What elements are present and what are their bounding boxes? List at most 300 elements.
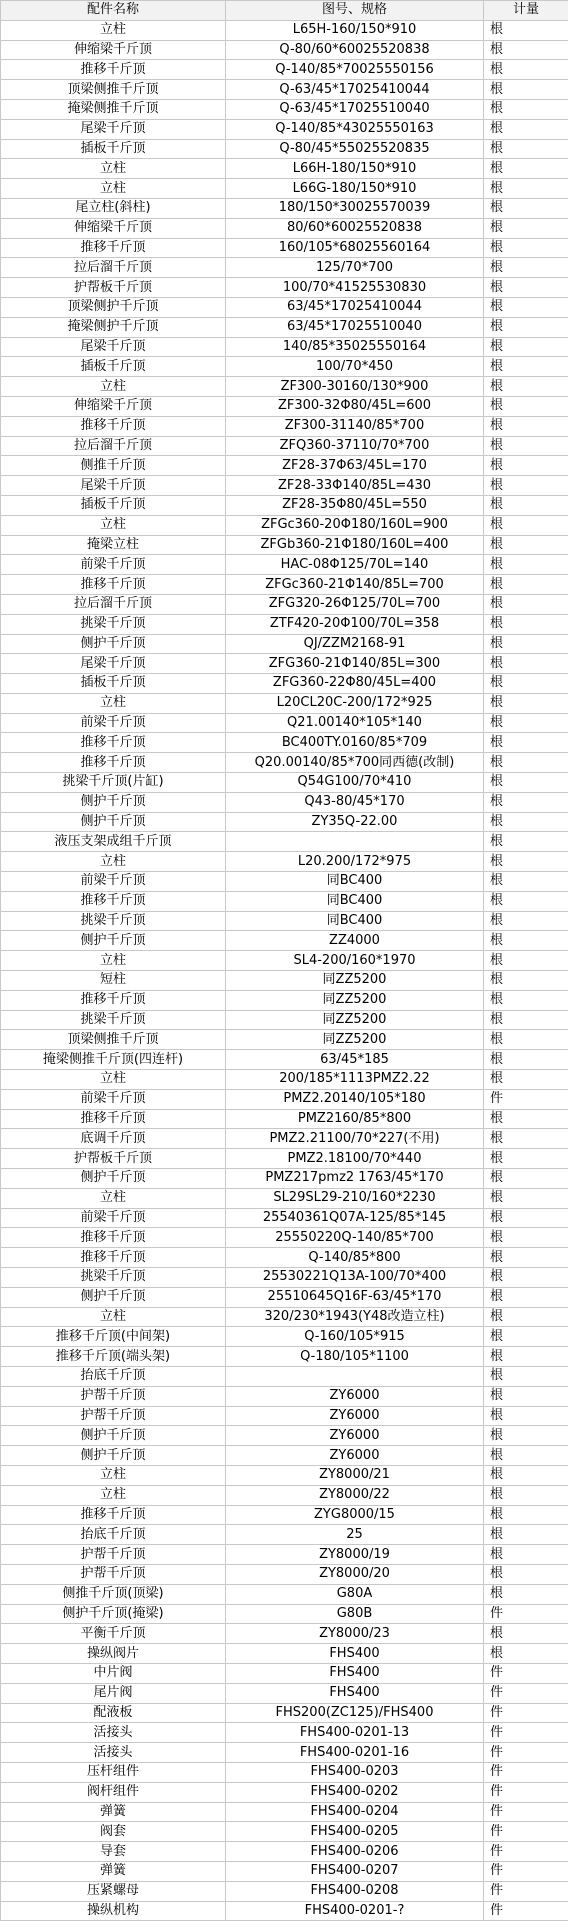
- cell-part-name: 压杆组件: [1, 1762, 226, 1782]
- cell-part-name: 尾立柱(斜柱): [1, 198, 226, 218]
- table-row: [1, 1406, 568, 1426]
- table-row: [1, 1485, 568, 1505]
- table-row: [1, 1327, 568, 1347]
- header-row: [1, 1, 568, 21]
- cell-unit: 根: [484, 872, 568, 892]
- cell-unit: 件: [484, 1822, 568, 1842]
- table-row: [1, 990, 568, 1010]
- cell-spec: ZFGb360-21Φ180/160L=400: [226, 535, 484, 555]
- cell-spec: ZZ4000: [226, 931, 484, 951]
- cell-unit: 根: [484, 852, 568, 872]
- cell-part-name: 推移千斤顶: [1, 990, 226, 1010]
- table-row: [1, 1822, 568, 1842]
- table-row: [1, 337, 568, 357]
- cell-part-name: 前梁千斤顶: [1, 872, 226, 892]
- cell-part-name: 前梁千斤顶: [1, 555, 226, 575]
- table-row: [1, 812, 568, 832]
- cell-spec: 63/45*185: [226, 1050, 484, 1070]
- table-row: [1, 1010, 568, 1030]
- cell-spec: G80A: [226, 1584, 484, 1604]
- cell-part-name: 掩梁侧推千斤顶(四连杆): [1, 1050, 226, 1070]
- cell-part-name: 立柱: [1, 1465, 226, 1485]
- table-row: [1, 911, 568, 931]
- table-row: [1, 535, 568, 555]
- cell-unit: 件: [484, 1604, 568, 1624]
- table-row: [1, 1268, 568, 1288]
- table-row: [1, 1881, 568, 1901]
- cell-unit: 根: [484, 1287, 568, 1307]
- cell-unit: 根: [484, 753, 568, 773]
- table-row: [1, 416, 568, 436]
- cell-part-name: 推移千斤顶: [1, 733, 226, 753]
- cell-unit: 根: [484, 1010, 568, 1030]
- cell-spec: 140/85*35025550164: [226, 337, 484, 357]
- table-row: [1, 1743, 568, 1763]
- table-row: [1, 1762, 568, 1782]
- cell-part-name: 推移千斤顶: [1, 1228, 226, 1248]
- cell-spec: Q43-80/45*170: [226, 792, 484, 812]
- cell-part-name: 推移千斤顶: [1, 891, 226, 911]
- cell-spec: ZY8000/20: [226, 1564, 484, 1584]
- cell-unit: 件: [484, 1743, 568, 1763]
- cell-unit: 根: [484, 674, 568, 694]
- cell-part-name: 操纵机构: [1, 1901, 226, 1921]
- cell-unit: 根: [484, 693, 568, 713]
- table-row: [1, 456, 568, 476]
- cell-part-name: 活接头: [1, 1723, 226, 1743]
- cell-unit: 根: [484, 1188, 568, 1208]
- cell-part-name: 护帮板千斤顶: [1, 1149, 226, 1169]
- cell-spec: ZY6000: [226, 1406, 484, 1426]
- table-row: [1, 1109, 568, 1129]
- cell-part-name: 侧护千斤顶: [1, 1446, 226, 1466]
- cell-spec: 63/45*17025510040: [226, 317, 484, 337]
- table-row: [1, 60, 568, 80]
- table-row: [1, 80, 568, 100]
- cell-spec: ZFQ360-37110/70*700: [226, 436, 484, 456]
- cell-spec: ZF300-32Φ80/45L=600: [226, 396, 484, 416]
- cell-spec: ZTF420-20Φ100/70L=358: [226, 614, 484, 634]
- cell-part-name: 导套: [1, 1842, 226, 1862]
- cell-unit: 根: [484, 713, 568, 733]
- cell-part-name: 推移千斤顶: [1, 575, 226, 595]
- cell-spec: HAC-08Φ125/70L=140: [226, 555, 484, 575]
- cell-spec: ZF300-30160/130*900: [226, 377, 484, 397]
- table-row: [1, 1505, 568, 1525]
- table-row: [1, 575, 568, 595]
- cell-unit: 根: [484, 891, 568, 911]
- cell-spec: 63/45*17025410044: [226, 297, 484, 317]
- cell-unit: 根: [484, 1624, 568, 1644]
- cell-spec: G80B: [226, 1604, 484, 1624]
- cell-spec: 25530221Q13A-100/70*400: [226, 1268, 484, 1288]
- cell-unit: 根: [484, 476, 568, 496]
- cell-unit: 根: [484, 654, 568, 674]
- table-body: [1, 20, 568, 1921]
- cell-spec: ZY8000/22: [226, 1485, 484, 1505]
- cell-unit: 根: [484, 1208, 568, 1228]
- cell-unit: 件: [484, 1663, 568, 1683]
- cell-unit: 根: [484, 456, 568, 476]
- cell-spec: L66H-180/150*910: [226, 159, 484, 179]
- cell-part-name: 顶梁侧推千斤顶: [1, 1030, 226, 1050]
- cell-part-name: 尾梁千斤顶: [1, 654, 226, 674]
- cell-part-name: 立柱: [1, 179, 226, 199]
- cell-spec: FHS400-0201-?: [226, 1901, 484, 1921]
- cell-unit: 根: [484, 1584, 568, 1604]
- cell-part-name: 挑梁千斤顶: [1, 1268, 226, 1288]
- cell-unit: 根: [484, 1465, 568, 1485]
- cell-unit: 根: [484, 179, 568, 199]
- cell-unit: 根: [484, 1545, 568, 1565]
- cell-part-name: 立柱: [1, 852, 226, 872]
- table-row: [1, 1901, 568, 1921]
- cell-part-name: 推移千斤顶: [1, 1109, 226, 1129]
- cell-unit: 根: [484, 575, 568, 595]
- cell-part-name: 侧护千斤顶: [1, 1287, 226, 1307]
- cell-part-name: 挑梁千斤顶: [1, 911, 226, 931]
- cell-unit: 根: [484, 416, 568, 436]
- cell-spec: PMZ217pmz2 1763/45*170: [226, 1169, 484, 1189]
- table-row: [1, 931, 568, 951]
- cell-spec: Q-63/45*17025410044: [226, 80, 484, 100]
- table-row: [1, 1426, 568, 1446]
- cell-part-name: 抬底千斤顶: [1, 1525, 226, 1545]
- table-row: [1, 139, 568, 159]
- cell-unit: 根: [484, 931, 568, 951]
- cell-unit: 根: [484, 139, 568, 159]
- cell-part-name: 顶梁侧推千斤顶: [1, 80, 226, 100]
- table-row: [1, 179, 568, 199]
- cell-unit: 根: [484, 1327, 568, 1347]
- table-row: [1, 693, 568, 713]
- table-row: [1, 40, 568, 60]
- cell-unit: 根: [484, 495, 568, 515]
- cell-unit: 根: [484, 1386, 568, 1406]
- cell-part-name: 中片阀: [1, 1663, 226, 1683]
- cell-unit: 根: [484, 1347, 568, 1367]
- table-row: [1, 218, 568, 238]
- cell-spec: ZF28-35Φ80/45L=550: [226, 495, 484, 515]
- cell-part-name: 抬底千斤顶: [1, 1366, 226, 1386]
- table-row: [1, 1644, 568, 1664]
- cell-spec: Q-140/85*70025550156: [226, 60, 484, 80]
- table-row: [1, 971, 568, 991]
- cell-part-name: 侧护千斤顶: [1, 634, 226, 654]
- table-row: [1, 1564, 568, 1584]
- cell-unit: 根: [484, 990, 568, 1010]
- table-row: [1, 515, 568, 535]
- cell-part-name: 液压支架成组千斤顶: [1, 832, 226, 852]
- table-row: [1, 436, 568, 456]
- table-row: [1, 1287, 568, 1307]
- table-row: [1, 951, 568, 971]
- table-row: [1, 654, 568, 674]
- table-row: [1, 555, 568, 575]
- cell-spec: ZY6000: [226, 1426, 484, 1446]
- cell-part-name: 护帮板千斤顶: [1, 278, 226, 298]
- cell-part-name: 推移千斤顶: [1, 753, 226, 773]
- table-row: [1, 1208, 568, 1228]
- cell-spec: ZF28-33Φ140/85L=430: [226, 476, 484, 496]
- cell-part-name: 挑梁千斤顶: [1, 1010, 226, 1030]
- cell-part-name: 立柱: [1, 693, 226, 713]
- cell-unit: 根: [484, 1307, 568, 1327]
- table-row: [1, 1050, 568, 1070]
- cell-spec: Q21.00140*105*140: [226, 713, 484, 733]
- cell-part-name: 前梁千斤顶: [1, 1089, 226, 1109]
- cell-unit: 根: [484, 812, 568, 832]
- cell-unit: 根: [484, 278, 568, 298]
- cell-spec: L20CL20C-200/172*925: [226, 693, 484, 713]
- cell-spec: L20.200/172*975: [226, 852, 484, 872]
- cell-spec: Q-140/85*800: [226, 1248, 484, 1268]
- table-row: [1, 674, 568, 694]
- cell-part-name: 挑梁千斤顶: [1, 614, 226, 634]
- cell-spec: Q54G100/70*410: [226, 773, 484, 793]
- cell-part-name: 前梁千斤顶: [1, 1208, 226, 1228]
- cell-unit: 根: [484, 951, 568, 971]
- cell-unit: 根: [484, 1109, 568, 1129]
- table-row: [1, 1089, 568, 1109]
- table-row: [1, 733, 568, 753]
- cell-part-name: 立柱: [1, 159, 226, 179]
- cell-part-name: 推移千斤顶: [1, 238, 226, 258]
- cell-part-name: 推移千斤顶: [1, 1248, 226, 1268]
- cell-part-name: 伸缩梁千斤顶: [1, 218, 226, 238]
- cell-unit: 根: [484, 337, 568, 357]
- cell-spec: 同ZZ5200: [226, 971, 484, 991]
- cell-unit: 根: [484, 594, 568, 614]
- header-unit: 计量: [484, 1, 568, 21]
- table-row: [1, 872, 568, 892]
- cell-part-name: 尾梁千斤顶: [1, 119, 226, 139]
- cell-spec: PMZ2160/85*800: [226, 1109, 484, 1129]
- cell-spec: ZFGc360-20Φ180/160L=900: [226, 515, 484, 535]
- cell-spec: Q-140/85*43025550163: [226, 119, 484, 139]
- cell-part-name: 护帮千斤顶: [1, 1386, 226, 1406]
- cell-unit: 根: [484, 317, 568, 337]
- cell-spec: 200/185*1113PMZ2.22: [226, 1070, 484, 1090]
- cell-part-name: 侧护千斤顶: [1, 1169, 226, 1189]
- cell-unit: 根: [484, 1366, 568, 1386]
- table-row: [1, 357, 568, 377]
- cell-part-name: 伸缩梁千斤顶: [1, 396, 226, 416]
- table-row: [1, 1782, 568, 1802]
- table-row: [1, 317, 568, 337]
- table-row: [1, 258, 568, 278]
- cell-part-name: 立柱: [1, 1485, 226, 1505]
- cell-unit: 根: [484, 1505, 568, 1525]
- cell-spec: Q20.00140/85*700同西德(改制): [226, 753, 484, 773]
- cell-part-name: 推移千斤顶(端头架): [1, 1347, 226, 1367]
- table-row: [1, 20, 568, 40]
- cell-spec: ZFG360-21Φ140/85L=300: [226, 654, 484, 674]
- table-row: [1, 99, 568, 119]
- table-row: [1, 594, 568, 614]
- cell-spec: 同ZZ5200: [226, 1030, 484, 1050]
- cell-part-name: 拉后溜千斤顶: [1, 436, 226, 456]
- cell-part-name: 护帮千斤顶: [1, 1406, 226, 1426]
- table-row: [1, 792, 568, 812]
- cell-part-name: 推移千斤顶: [1, 1505, 226, 1525]
- cell-unit: 根: [484, 773, 568, 793]
- cell-part-name: 阀套: [1, 1822, 226, 1842]
- cell-unit: 件: [484, 1723, 568, 1743]
- cell-part-name: 尾梁千斤顶: [1, 337, 226, 357]
- cell-part-name: 弹簧: [1, 1861, 226, 1881]
- table-row: [1, 1683, 568, 1703]
- table-row: [1, 832, 568, 852]
- cell-part-name: 推移千斤顶: [1, 60, 226, 80]
- cell-spec: Q-80/45*55025520835: [226, 139, 484, 159]
- cell-unit: 根: [484, 218, 568, 238]
- cell-part-name: 推移千斤顶: [1, 416, 226, 436]
- cell-unit: 根: [484, 159, 568, 179]
- cell-unit: 根: [484, 792, 568, 812]
- cell-spec: 同ZZ5200: [226, 990, 484, 1010]
- cell-unit: 根: [484, 198, 568, 218]
- cell-spec: ZY6000: [226, 1386, 484, 1406]
- cell-unit: 根: [484, 1030, 568, 1050]
- cell-part-name: 前梁千斤顶: [1, 713, 226, 733]
- cell-spec: ZY6000: [226, 1446, 484, 1466]
- table-row: [1, 1545, 568, 1565]
- cell-part-name: 插板千斤顶: [1, 495, 226, 515]
- cell-part-name: 侧护千斤顶: [1, 931, 226, 951]
- table-row: [1, 476, 568, 496]
- cell-unit: 根: [484, 1564, 568, 1584]
- cell-spec: FHS400-0206: [226, 1842, 484, 1862]
- cell-part-name: 侧护千斤顶: [1, 792, 226, 812]
- cell-spec: ZY8000/23: [226, 1624, 484, 1644]
- cell-part-name: 底调千斤顶: [1, 1129, 226, 1149]
- cell-part-name: 拉后溜千斤顶: [1, 594, 226, 614]
- cell-unit: 根: [484, 357, 568, 377]
- table-row: [1, 1070, 568, 1090]
- table-row: [1, 1842, 568, 1862]
- header-spec: 图号、规格: [226, 1, 484, 21]
- cell-spec: 100/70*41525530830: [226, 278, 484, 298]
- cell-spec: FHS200(ZC125)/FHS400: [226, 1703, 484, 1723]
- cell-part-name: 掩梁立柱: [1, 535, 226, 555]
- cell-part-name: 掩梁侧推千斤顶: [1, 99, 226, 119]
- cell-spec: 100/70*450: [226, 357, 484, 377]
- table-row: [1, 1525, 568, 1545]
- table-row: [1, 1228, 568, 1248]
- cell-spec: 25550220Q-140/85*700: [226, 1228, 484, 1248]
- cell-unit: 根: [484, 515, 568, 535]
- table-row: [1, 1188, 568, 1208]
- table-row: [1, 1366, 568, 1386]
- cell-unit: 件: [484, 1782, 568, 1802]
- cell-unit: 根: [484, 60, 568, 80]
- cell-unit: 件: [484, 1703, 568, 1723]
- cell-part-name: 挑梁千斤顶(片缸): [1, 773, 226, 793]
- cell-spec: SL4-200/160*1970: [226, 951, 484, 971]
- cell-unit: 根: [484, 258, 568, 278]
- cell-part-name: 立柱: [1, 1188, 226, 1208]
- table-row: [1, 1129, 568, 1149]
- table-row: [1, 1307, 568, 1327]
- cell-unit: 根: [484, 971, 568, 991]
- cell-unit: 根: [484, 20, 568, 40]
- cell-part-name: 侧推千斤顶: [1, 456, 226, 476]
- cell-unit: 根: [484, 80, 568, 100]
- cell-unit: 根: [484, 1644, 568, 1664]
- cell-spec: ZFG360-22Φ80/45L=400: [226, 674, 484, 694]
- cell-part-name: 侧护千斤顶: [1, 812, 226, 832]
- table-row: [1, 1248, 568, 1268]
- cell-spec: [226, 1366, 484, 1386]
- table-row: [1, 495, 568, 515]
- table-row: [1, 753, 568, 773]
- cell-unit: 件: [484, 1881, 568, 1901]
- cell-spec: FHS400: [226, 1683, 484, 1703]
- cell-spec: 同ZZ5200: [226, 1010, 484, 1030]
- table-row: [1, 1030, 568, 1050]
- table-row: [1, 1584, 568, 1604]
- cell-unit: 根: [484, 911, 568, 931]
- cell-spec: 同BC400: [226, 911, 484, 931]
- cell-spec: QJ/ZZM2168-91: [226, 634, 484, 654]
- table-row: [1, 1169, 568, 1189]
- cell-spec: 125/70*700: [226, 258, 484, 278]
- table-row: [1, 1703, 568, 1723]
- table-row: [1, 773, 568, 793]
- cell-unit: 件: [484, 1762, 568, 1782]
- cell-part-name: 插板千斤顶: [1, 139, 226, 159]
- cell-spec: ZFGc360-21Φ140/85L=700: [226, 575, 484, 595]
- cell-spec: FHS400-0201-13: [226, 1723, 484, 1743]
- cell-unit: 根: [484, 1129, 568, 1149]
- cell-spec: FHS400: [226, 1663, 484, 1683]
- cell-unit: 件: [484, 1802, 568, 1822]
- table-row: [1, 1723, 568, 1743]
- cell-unit: 根: [484, 1228, 568, 1248]
- cell-spec: L66G-180/150*910: [226, 179, 484, 199]
- cell-part-name: 护帮千斤顶: [1, 1564, 226, 1584]
- cell-spec: 180/150*30025570039: [226, 198, 484, 218]
- cell-spec: SL29SL29-210/160*2230: [226, 1188, 484, 1208]
- cell-unit: 根: [484, 1406, 568, 1426]
- table-row: [1, 297, 568, 317]
- cell-part-name: 尾梁千斤顶: [1, 476, 226, 496]
- cell-part-name: 立柱: [1, 515, 226, 535]
- table-row: [1, 1604, 568, 1624]
- cell-unit: 根: [484, 238, 568, 258]
- cell-unit: 根: [484, 733, 568, 753]
- cell-spec: BC400TY.0160/85*709: [226, 733, 484, 753]
- cell-part-name: 配液板: [1, 1703, 226, 1723]
- cell-unit: 件: [484, 1901, 568, 1921]
- cell-unit: 根: [484, 1446, 568, 1466]
- cell-unit: 件: [484, 1683, 568, 1703]
- table-row: [1, 1465, 568, 1485]
- cell-part-name: 操纵阀片: [1, 1644, 226, 1664]
- cell-spec: ZF28-37Φ63/45L=170: [226, 456, 484, 476]
- cell-spec: FHS400-0207: [226, 1861, 484, 1881]
- cell-spec: 同BC400: [226, 891, 484, 911]
- cell-unit: 根: [484, 1169, 568, 1189]
- cell-part-name: 插板千斤顶: [1, 674, 226, 694]
- cell-unit: 根: [484, 1525, 568, 1545]
- cell-unit: 件: [484, 1089, 568, 1109]
- cell-unit: 根: [484, 119, 568, 139]
- cell-unit: 根: [484, 614, 568, 634]
- table-row: [1, 1861, 568, 1881]
- cell-spec: ZY8000/19: [226, 1545, 484, 1565]
